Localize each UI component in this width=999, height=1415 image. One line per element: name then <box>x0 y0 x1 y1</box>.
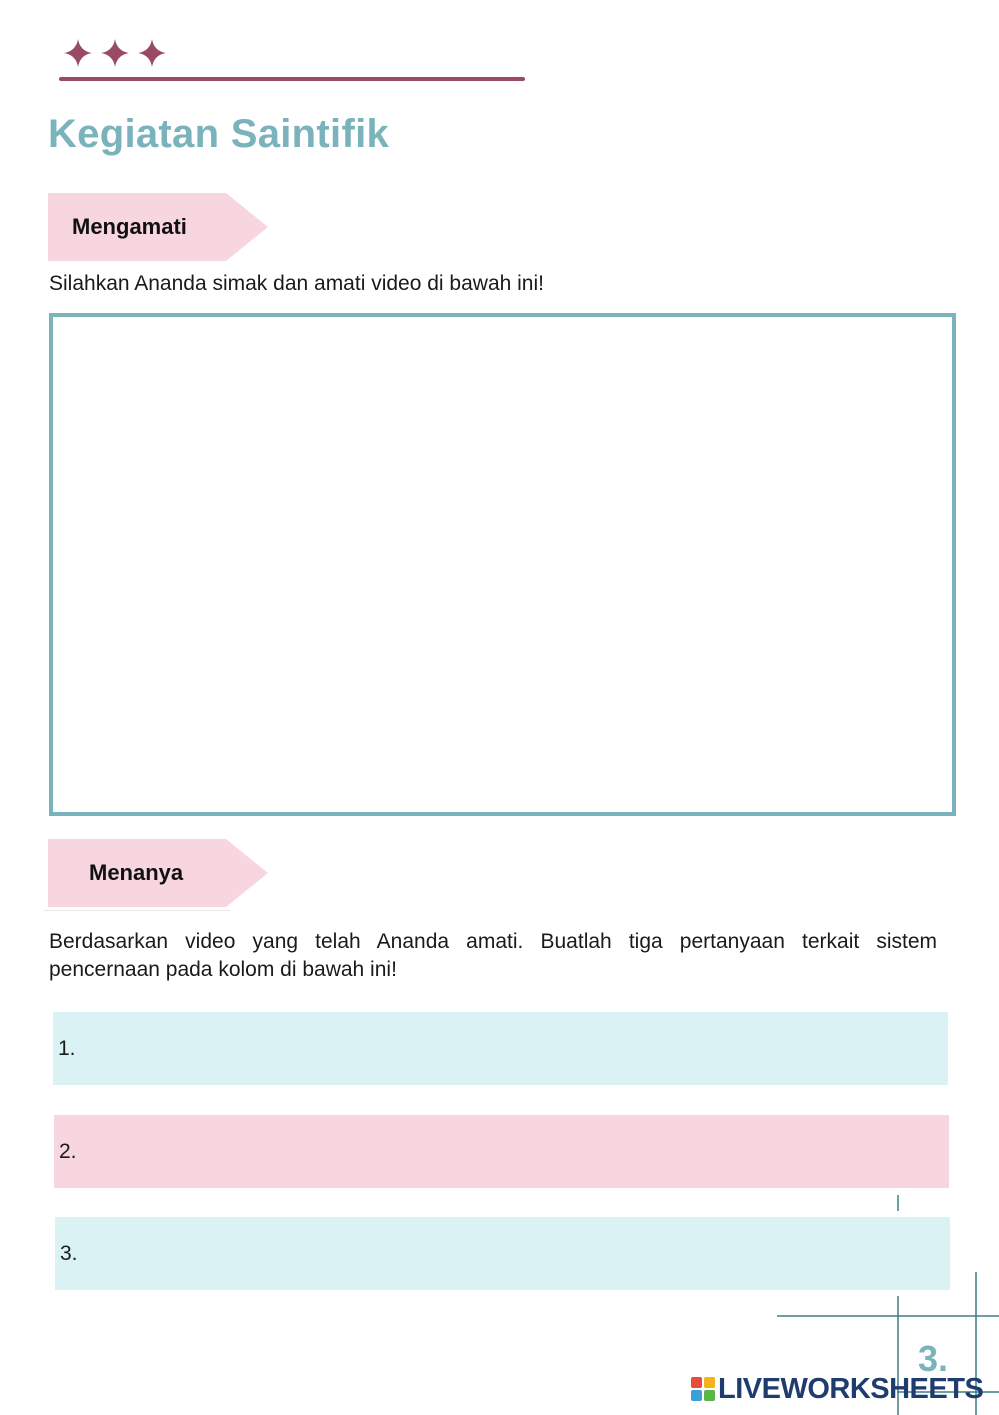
sparkle-stars-icon <box>62 36 172 70</box>
tag-underline <box>44 910 230 911</box>
answer-field-3[interactable] <box>55 1217 950 1290</box>
brand-watermark <box>690 1372 983 1406</box>
tag-mengamati <box>48 193 268 261</box>
observe-instruction: Silahkan Ananda simak dan amati video di bawah ini! <box>49 272 544 295</box>
answer-number: 2. <box>59 1139 77 1163</box>
video-frame[interactable] <box>49 313 956 816</box>
tag-menanya-label: Menanya <box>89 860 184 885</box>
page-title: Kegiatan Saintifik <box>48 112 390 156</box>
tag-mengamati-label: Mengamati <box>72 214 187 239</box>
answer-number: 3. <box>60 1241 78 1265</box>
header-divider <box>59 77 525 81</box>
ask-instruction: Berdasarkan video yang telah Ananda amati. Buatlah tiga pertanyaan terkait sistem pencernaan pada kolom di bawah ini! <box>49 930 937 981</box>
tag-menanya <box>48 839 268 907</box>
answer-field-1[interactable] <box>53 1012 948 1085</box>
page-number: 3. <box>918 1338 949 1379</box>
brand-name: LIVEWORKSHEETS <box>718 1372 984 1405</box>
answer-number: 1. <box>58 1036 76 1060</box>
answer-field-2[interactable] <box>54 1115 949 1188</box>
liveworksheets-logo-icon <box>690 1376 716 1402</box>
